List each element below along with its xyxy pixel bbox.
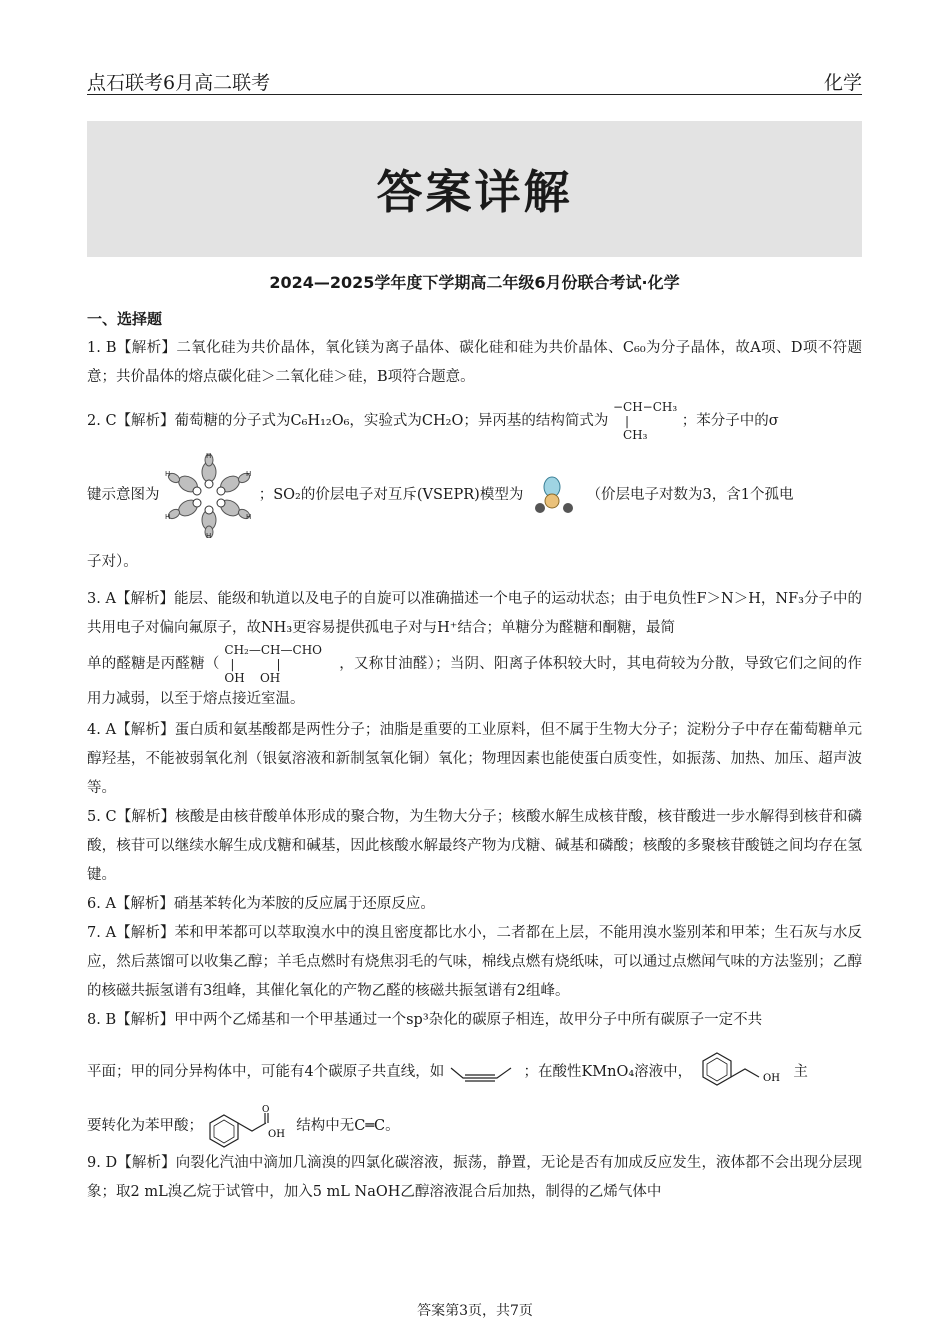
alkyne-skeletal-structure <box>449 1060 519 1084</box>
answer-8-end: 要转化为苯甲酸； O OH 结构中无C═C。 <box>87 1103 862 1149</box>
svg-text:H: H <box>246 470 252 478</box>
answer-9: 9. D【解析】向裂化汽油中滴加几滴溴的四氯化碳溶液，振荡，静置，无论是否有加成反应发生，液体都不会出现分层现象；取2 mL溴乙烷于试管中，加入5 mL NaOH乙醇溶液混合后加热，制得的乙烯气体中 <box>87 1155 862 1200</box>
exam-subtitle: 2024—2025学年度下学期高二年级6月份联合考试·化学 <box>269 273 680 292</box>
title-banner <box>87 121 862 257</box>
svg-text:H: H <box>165 470 171 478</box>
answer-5: 5. C【解析】核酸是由核苷酸单体形成的聚合物，为生物大分子；核酸水解生成核苷酸，核苷酸进一步水解得到核苷和磷酸，核苷可以继续水解生成戊糖和碱基，因此核酸水解最终产物为戊糖、碱基和磷酸；核酸的多聚核苷酸链之间均存在氢键。 <box>87 809 862 883</box>
phenylacetic-acid-structure <box>208 1103 292 1149</box>
svg-text:H: H <box>246 513 252 521</box>
answer-1: 1. B【解析】二氧化硅为共价晶体，氧化镁为离子晶体、碳化硅和硅为共价晶体、C₆₀为分子晶体，故A项、D项不符题意；共价晶体的熔点碳化硅＞二氧化硅＞硅，B项符合题意。 <box>87 340 862 385</box>
page-header <box>87 66 862 95</box>
answer-2-end: 子对）。 <box>87 554 138 570</box>
answer-2-cont: 键示意图为 H H H H H H ；SO₂的价层电子对互斥(VSEPR)模型为 （价层电子对数为3，含1个孤电 <box>87 452 794 538</box>
so2-vsepr-model <box>528 475 582 515</box>
answer-6: 6. A【解析】硝基苯转化为苯胺的反应属于还原反应。 <box>87 896 435 912</box>
svg-text:H: H <box>206 532 212 538</box>
header-left: 点石联考6月高二联考 <box>87 72 271 94</box>
page-title: 答案详解 <box>376 165 573 219</box>
answer-8-cont: 平面；甲的同分异构体中，可能有4个碳原子共直线，如 ；在酸性KMnO₄溶液中， OH 主 <box>87 1049 862 1095</box>
phenylethanol-structure <box>697 1049 789 1095</box>
header-subject: 化学 <box>823 72 862 94</box>
section-title: 一、选择题 <box>87 310 163 328</box>
svg-text:OH: OH <box>762 1073 780 1084</box>
answer-content <box>87 334 862 1207</box>
svg-text:H: H <box>206 452 212 460</box>
answer-2: 2. C【解析】葡萄糖的分子式为C₆H₁₂O₆，实验式为CH₂O；异丙基的结构简式为 −CH−CH₃ | CH₃ ；苯分子中的σ <box>87 400 779 442</box>
benzene-sigma-bond-diagram <box>164 452 254 538</box>
svg-text:O: O <box>261 1105 269 1115</box>
isopropyl-formula: −CH−CH₃ | CH₃ <box>612 400 678 442</box>
answer-7: 7. A【解析】苯和甲苯都可以萃取溴水中的溴且密度都比水小，二者都在上层，不能用溴水鉴别苯和甲苯；生石灰与水反应，然后蒸馏可以收集乙醇；羊毛点燃时有烧焦羽毛的气味，棉线点燃有烧纸味，可以通过点燃闻气味的方法鉴别；乙醇的核磁共振氢谱有3组峰，其催化氧化的产物乙醛的核磁共振氢谱有2组峰。 <box>87 925 862 999</box>
svg-text:H: H <box>165 513 171 521</box>
page-footer: 答案第3页，共7页 <box>417 1303 533 1319</box>
glyceraldehyde-formula: CH₂—CH—CHO | | OH OH <box>224 643 322 685</box>
answer-3: 3. A【解析】能层、能级和轨道以及电子的自旋可以准确描述一个电子的运动状态；由于电负性F＞N＞H，NF₃分子中的共用电子对偏向氟原子，故NH₃更容易提供孤电子对与H⁺结合；单糖分为醛糖和酮糖，最简 单的醛糖是丙醛糖（ CH₂—CH—CHO | | OH OH ，又称甘油醛）；当阴、阳离子体积较大时，其电荷较为分散，导致它们之间的作用力减弱，以至于熔点接近室温。 <box>87 591 863 707</box>
answer-4: 4. A【解析】蛋白质和氨基酸都是两性分子；油脂是重要的工业原料，但不属于生物大分子；淀粉分子中存在葡萄糖单元醇羟基，不能被弱氧化剂（银氨溶液和新制氢氧化铜）氧化；物理因素也能使蛋白质变性，如振荡、加热、加压、超声波等。 <box>87 722 862 796</box>
svg-text:OH: OH <box>267 1129 285 1140</box>
answer-8: 8. B【解析】甲中两个乙烯基和一个甲基通过一个sp³杂化的碳原子相连，故甲分子中所有碳原子一定不共 <box>87 1012 763 1028</box>
